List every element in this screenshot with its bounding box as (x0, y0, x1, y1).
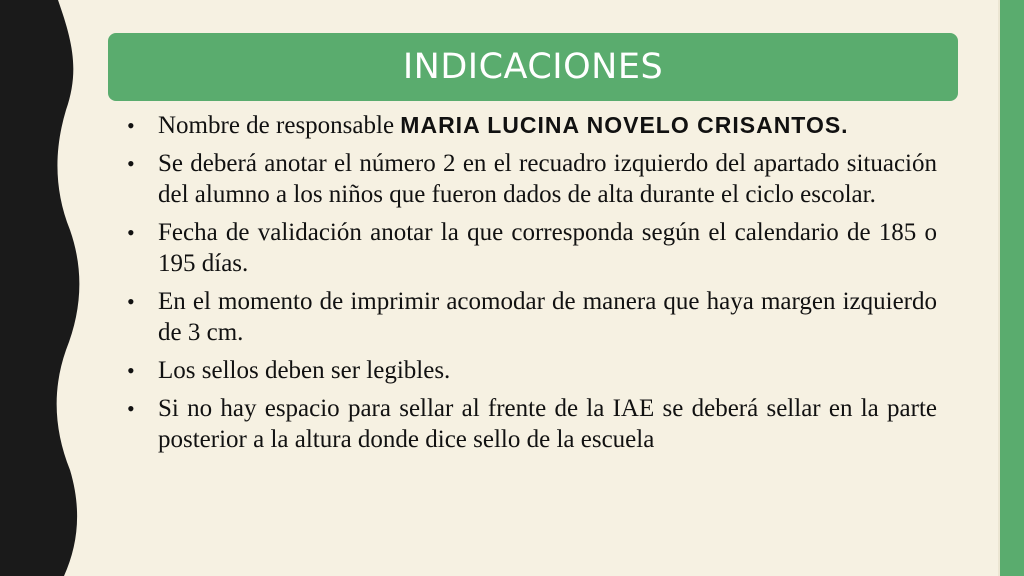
bullet-dot-icon: • (127, 220, 135, 245)
bullet-dot-icon: • (127, 151, 135, 176)
bullet-list (125, 110, 937, 462)
bullet-dot-icon: • (127, 289, 135, 314)
bullet-item-espacio (125, 393, 937, 455)
bullet-text: Se deberá anotar el número 2 en el recuadro izquierdo del apartado situación del alumno a los niños que fueron dados de alta durante el ciclo escolar. (158, 150, 937, 208)
bullet-item-responsable (125, 110, 937, 141)
title-bar (108, 33, 958, 101)
responsable-name: MARIA LUCINA NOVELO CRISANTOS. (400, 112, 849, 138)
bullet-text: Nombre de responsable (158, 112, 401, 139)
bullet-dot-icon: • (127, 396, 135, 421)
bullet-dot-icon: • (127, 113, 135, 138)
right-accent-strip (1000, 0, 1024, 576)
bullet-item-fecha (125, 217, 937, 279)
bullet-text: En el momento de imprimir acomodar de manera que haya margen izquierdo de 3 cm. (158, 288, 937, 346)
bullet-text: Fecha de validación anotar la que corresponda según el calendario de 185 o 195 días. (158, 219, 937, 277)
bullet-text: Si no hay espacio para sellar al frente de la IAE se deberá sellar en la parte posterior a la altura donde dice sello de la escuela (158, 395, 937, 453)
bullet-item-numero (125, 148, 937, 210)
slide-title: INDICACIONES (402, 47, 664, 87)
bullet-dot-icon: • (127, 358, 135, 383)
bullet-text: Los sellos deben ser legibles. (158, 357, 451, 384)
decorative-wavy-band (0, 0, 90, 576)
bullet-item-sellos (125, 355, 937, 386)
bullet-item-imprimir (125, 286, 937, 348)
